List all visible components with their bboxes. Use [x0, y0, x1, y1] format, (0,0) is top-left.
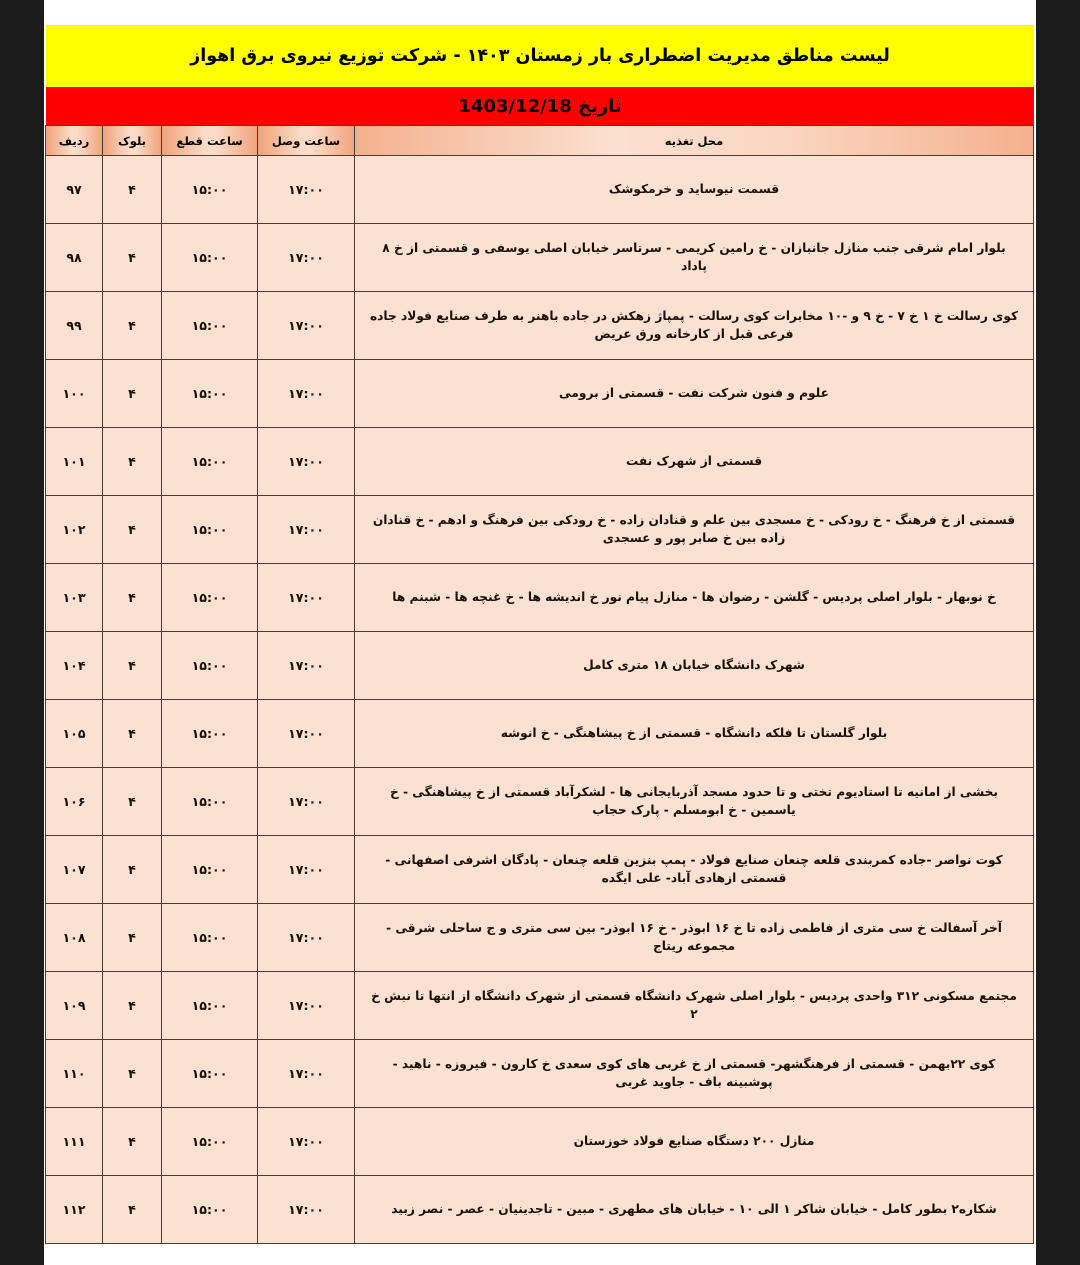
- cell-reconnect-time: ۱۷:۰۰: [258, 700, 355, 768]
- cell-block: ۴: [103, 768, 162, 836]
- cell-location: کوت نواصر -جاده کمربندی قلعه چنعان صنایع فولاد - پمپ بنزین قلعه چنعان - پادگان اشرفی اصفهانی - قسمتی ازهادی آباد- علی ایگده: [355, 836, 1034, 904]
- schedule-date: تاریخ 1403/12/18: [458, 95, 622, 117]
- table-row: [46, 1108, 1034, 1176]
- cell-reconnect-time: ۱۷:۰۰: [258, 904, 355, 972]
- table-row: [46, 360, 1034, 428]
- table-row: [46, 1040, 1034, 1108]
- cell-location: قسمتی از خ فرهنگ - خ رودکی - خ مسجدی بین علم و قنادان زاده - خ رودکی بین فرهنگ و ادهم - خ قنادان زاده بین خ صابر پور و عسجدی: [355, 496, 1034, 564]
- cell-block: ۴: [103, 972, 162, 1040]
- outage-schedule-table: [45, 125, 1034, 1244]
- cell-row-index: ۱۱۱: [46, 1108, 103, 1176]
- cell-location: قسمت نیوساید و خرمکوشک: [355, 156, 1034, 224]
- cell-block: ۴: [103, 836, 162, 904]
- cell-row-index: ۱۰۷: [46, 836, 103, 904]
- cell-reconnect-time: ۱۷:۰۰: [258, 428, 355, 496]
- cell-location: منازل ۲۰۰ دستگاه صنایع فولاد خوزستان: [355, 1108, 1034, 1176]
- table-row: [46, 972, 1034, 1040]
- cell-cut-time: ۱۵:۰۰: [162, 428, 258, 496]
- cell-block: ۴: [103, 156, 162, 224]
- cell-cut-time: ۱۵:۰۰: [162, 156, 258, 224]
- cell-reconnect-time: ۱۷:۰۰: [258, 1108, 355, 1176]
- table-row: [46, 768, 1034, 836]
- cell-location: علوم و فنون شرکت نفت - قسمتی از برومی: [355, 360, 1034, 428]
- cell-reconnect-time: ۱۷:۰۰: [258, 632, 355, 700]
- cell-reconnect-time: ۱۷:۰۰: [258, 1176, 355, 1244]
- table-row: [46, 224, 1034, 292]
- header-row: [46, 126, 1034, 156]
- cell-block: ۴: [103, 564, 162, 632]
- cell-cut-time: ۱۵:۰۰: [162, 564, 258, 632]
- title-banner: [46, 25, 1034, 87]
- right-gutter: [1036, 0, 1080, 1265]
- cell-row-index: ۱۰۳: [46, 564, 103, 632]
- cell-location: کوی رسالت خ ۱ خ ۷ - خ ۹ و -۱۰ مخابرات کوی رسالت - پمپاژ زهکش در جاده باهنر به طرف صنایع فولاد جاده فرعی قبل از کارخانه ورق عریض: [355, 292, 1034, 360]
- cell-cut-time: ۱۵:۰۰: [162, 292, 258, 360]
- cell-cut-time: ۱۵:۰۰: [162, 632, 258, 700]
- cell-row-index: ۱۰۹: [46, 972, 103, 1040]
- cell-location: بخشی از امانیه تا استادیوم تختی و تا حدود مسجد آذربایجانی ها - لشکرآباد قسمتی از خ پیشاهنگی - خ یاسمین - خ ابومسلم - پارک حجاب: [355, 768, 1034, 836]
- page-title: لیست مناطق مدیریت اضطراری بار زمستان ۱۴۰۳ - شرکت توزیع نیروی برق اهواز: [190, 45, 890, 66]
- document-page: [44, 0, 1036, 1265]
- cell-row-index: ۱۰۰: [46, 360, 103, 428]
- table-row: [46, 156, 1034, 224]
- cell-cut-time: ۱۵:۰۰: [162, 768, 258, 836]
- cell-cut-time: ۱۵:۰۰: [162, 1040, 258, 1108]
- cell-row-index: ۹۷: [46, 156, 103, 224]
- left-gutter: [0, 0, 44, 1265]
- cell-block: ۴: [103, 632, 162, 700]
- cell-cut-time: ۱۵:۰۰: [162, 224, 258, 292]
- cell-row-index: ۱۰۲: [46, 496, 103, 564]
- table-header: [46, 126, 1034, 156]
- column-header-reconnect-time: ساعت وصل: [258, 126, 355, 156]
- cell-reconnect-time: ۱۷:۰۰: [258, 972, 355, 1040]
- table-row: [46, 496, 1034, 564]
- cell-row-index: ۱۰۸: [46, 904, 103, 972]
- cell-row-index: ۹۸: [46, 224, 103, 292]
- cell-cut-time: ۱۵:۰۰: [162, 1176, 258, 1244]
- cell-reconnect-time: ۱۷:۰۰: [258, 564, 355, 632]
- cell-location: آخر آسفالت خ سی متری از فاطمی زاده تا خ ۱۶ ابوذر - خ ۱۶ ابوذر- بین سی متری و ج ساحلی شرقی - مجموعه ریتاج: [355, 904, 1034, 972]
- cell-block: ۴: [103, 496, 162, 564]
- table-row: [46, 700, 1034, 768]
- cell-block: ۴: [103, 700, 162, 768]
- cell-row-index: ۱۰۴: [46, 632, 103, 700]
- table-row: [46, 1176, 1034, 1244]
- table-row: [46, 904, 1034, 972]
- cell-cut-time: ۱۵:۰۰: [162, 496, 258, 564]
- column-header-row-index: ردیف: [46, 126, 103, 156]
- column-header-block: بلوک: [103, 126, 162, 156]
- cell-block: ۴: [103, 292, 162, 360]
- column-header-location: محل تغذیه: [355, 126, 1034, 156]
- cell-cut-time: ۱۵:۰۰: [162, 360, 258, 428]
- table-row: [46, 632, 1034, 700]
- cell-block: ۴: [103, 224, 162, 292]
- cell-reconnect-time: ۱۷:۰۰: [258, 496, 355, 564]
- table-row: [46, 292, 1034, 360]
- cell-block: ۴: [103, 360, 162, 428]
- cell-reconnect-time: ۱۷:۰۰: [258, 224, 355, 292]
- cell-cut-time: ۱۵:۰۰: [162, 904, 258, 972]
- cell-row-index: ۱۰۱: [46, 428, 103, 496]
- cell-reconnect-time: ۱۷:۰۰: [258, 768, 355, 836]
- date-bar: [46, 87, 1034, 125]
- cell-row-index: ۱۰۵: [46, 700, 103, 768]
- cell-cut-time: ۱۵:۰۰: [162, 972, 258, 1040]
- cell-reconnect-time: ۱۷:۰۰: [258, 156, 355, 224]
- cell-reconnect-time: ۱۷:۰۰: [258, 292, 355, 360]
- cell-row-index: ۹۹: [46, 292, 103, 360]
- table-row: [46, 836, 1034, 904]
- cell-block: ۴: [103, 1108, 162, 1176]
- table-row: [46, 564, 1034, 632]
- cell-location: کوی ۲۲بهمن - قسمتی از فرهنگشهر- قسمتی از خ غربی های کوی سعدی خ کارون - فیروزه - ناهید - پوشبینه باف - جاوید غربی: [355, 1040, 1034, 1108]
- cell-location: خ نوبهار - بلوار اصلی پردیس - گلشن - رضوان ها - منازل پیام نور خ اندیشه ها - خ غنچه ها - شبنم ها: [355, 564, 1034, 632]
- cell-location: شکاره۲ بطور کامل - خیابان شاکر ۱ الی ۱۰ - خیابان های مطهری - مبین - تاجدینیان - عصر - نصر زبید: [355, 1176, 1034, 1244]
- cell-block: ۴: [103, 1176, 162, 1244]
- table-body: [46, 156, 1034, 1244]
- cell-row-index: ۱۱۰: [46, 1040, 103, 1108]
- column-header-cut-time: ساعت قطع: [162, 126, 258, 156]
- cell-reconnect-time: ۱۷:۰۰: [258, 360, 355, 428]
- cell-row-index: ۱۱۲: [46, 1176, 103, 1244]
- cell-reconnect-time: ۱۷:۰۰: [258, 836, 355, 904]
- outage-document: [46, 25, 1034, 1244]
- cell-location: قسمتی از شهرک نفت: [355, 428, 1034, 496]
- cell-cut-time: ۱۵:۰۰: [162, 836, 258, 904]
- cell-reconnect-time: ۱۷:۰۰: [258, 1040, 355, 1108]
- cell-cut-time: ۱۵:۰۰: [162, 700, 258, 768]
- cell-location: مجتمع مسکونی ۳۱۲ واحدی پردیس - بلوار اصلی شهرک دانشگاه قسمتی از شهرک دانشگاه از انتها تا نبش خ ۲: [355, 972, 1034, 1040]
- cell-cut-time: ۱۵:۰۰: [162, 1108, 258, 1176]
- cell-location: شهرک دانشگاه خیابان ۱۸ متری کامل: [355, 632, 1034, 700]
- cell-block: ۴: [103, 1040, 162, 1108]
- cell-block: ۴: [103, 904, 162, 972]
- table-row: [46, 428, 1034, 496]
- cell-row-index: ۱۰۶: [46, 768, 103, 836]
- cell-location: بلوار گلستان تا فلکه دانشگاه - قسمتی از خ پیشاهنگی - خ انوشه: [355, 700, 1034, 768]
- cell-location: بلوار امام شرقی جنب منازل جانبازان - خ رامین کریمی - سرتاسر خیابان اصلی یوسفی و قسمتی از خ ۸ پاداد: [355, 224, 1034, 292]
- cell-block: ۴: [103, 428, 162, 496]
